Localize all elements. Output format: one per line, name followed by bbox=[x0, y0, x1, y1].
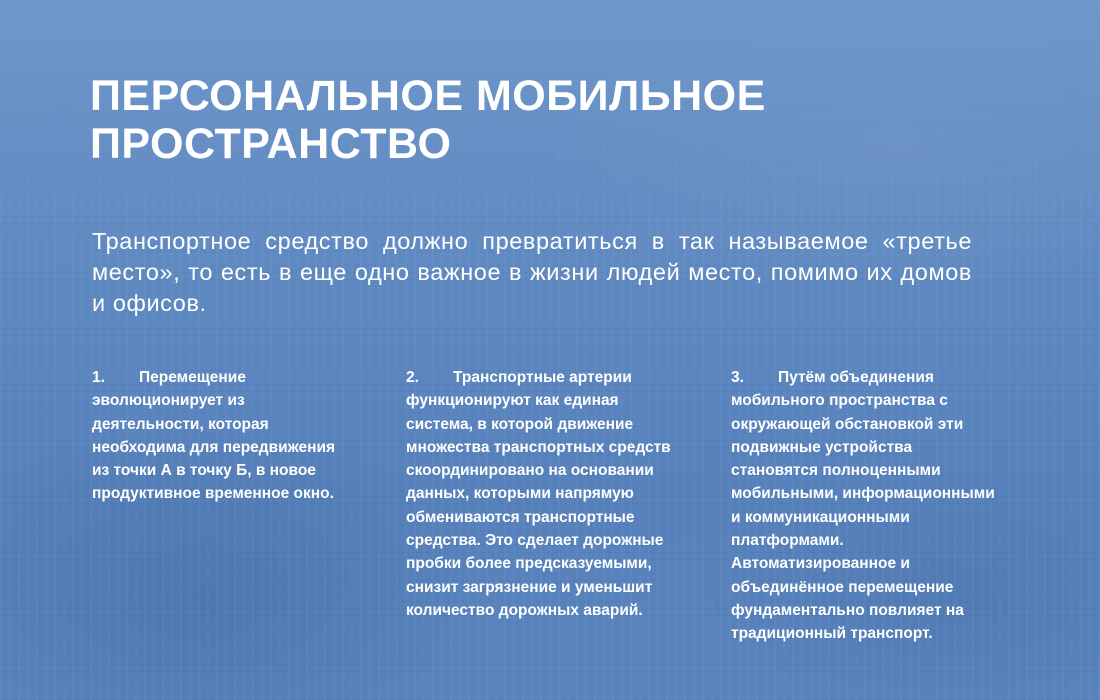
point-number: 1. bbox=[92, 369, 105, 386]
point-2 bbox=[406, 366, 706, 622]
slide-title: ПЕРСОНАЛЬНОЕ МОБИЛЬНОЕ ПРОСТРАНСТВО bbox=[90, 72, 766, 168]
point-text: Транспортные артерии функционируют как единая система, в которой движение множества транспортных средств скоординировано на основании данных, которыми напрямую обмениваются транспортные средства. Это сделает дорожные пробки более предсказуемыми, снизит загрязнение и уменьшит количество дорожных аварий. bbox=[406, 369, 671, 619]
point-text: Перемещение эволюционирует из деятельности, которая необходима для передвижения из точки А в точку Б, в новое продуктивное временное окно. bbox=[92, 369, 336, 503]
point-number: 2. bbox=[406, 369, 419, 386]
point-3 bbox=[731, 366, 1031, 646]
point-1 bbox=[92, 366, 377, 506]
lead-paragraph: Транспортное средство должно превратиться в так называемое «третье место», то есть в еще одно важное в жизни людей место, помимо их домов и офисов. bbox=[92, 228, 972, 316]
point-number: 3. bbox=[731, 369, 744, 386]
point-text: Путём объединения мобильного пространства с окружающей обстановкой эти подвижные устройства становятся полноценными мобильными, информационными и коммуникационными платформами. Автоматизированное и объединённое перемещение фундаментально повлияет на традиционный транспорт. bbox=[731, 369, 995, 643]
